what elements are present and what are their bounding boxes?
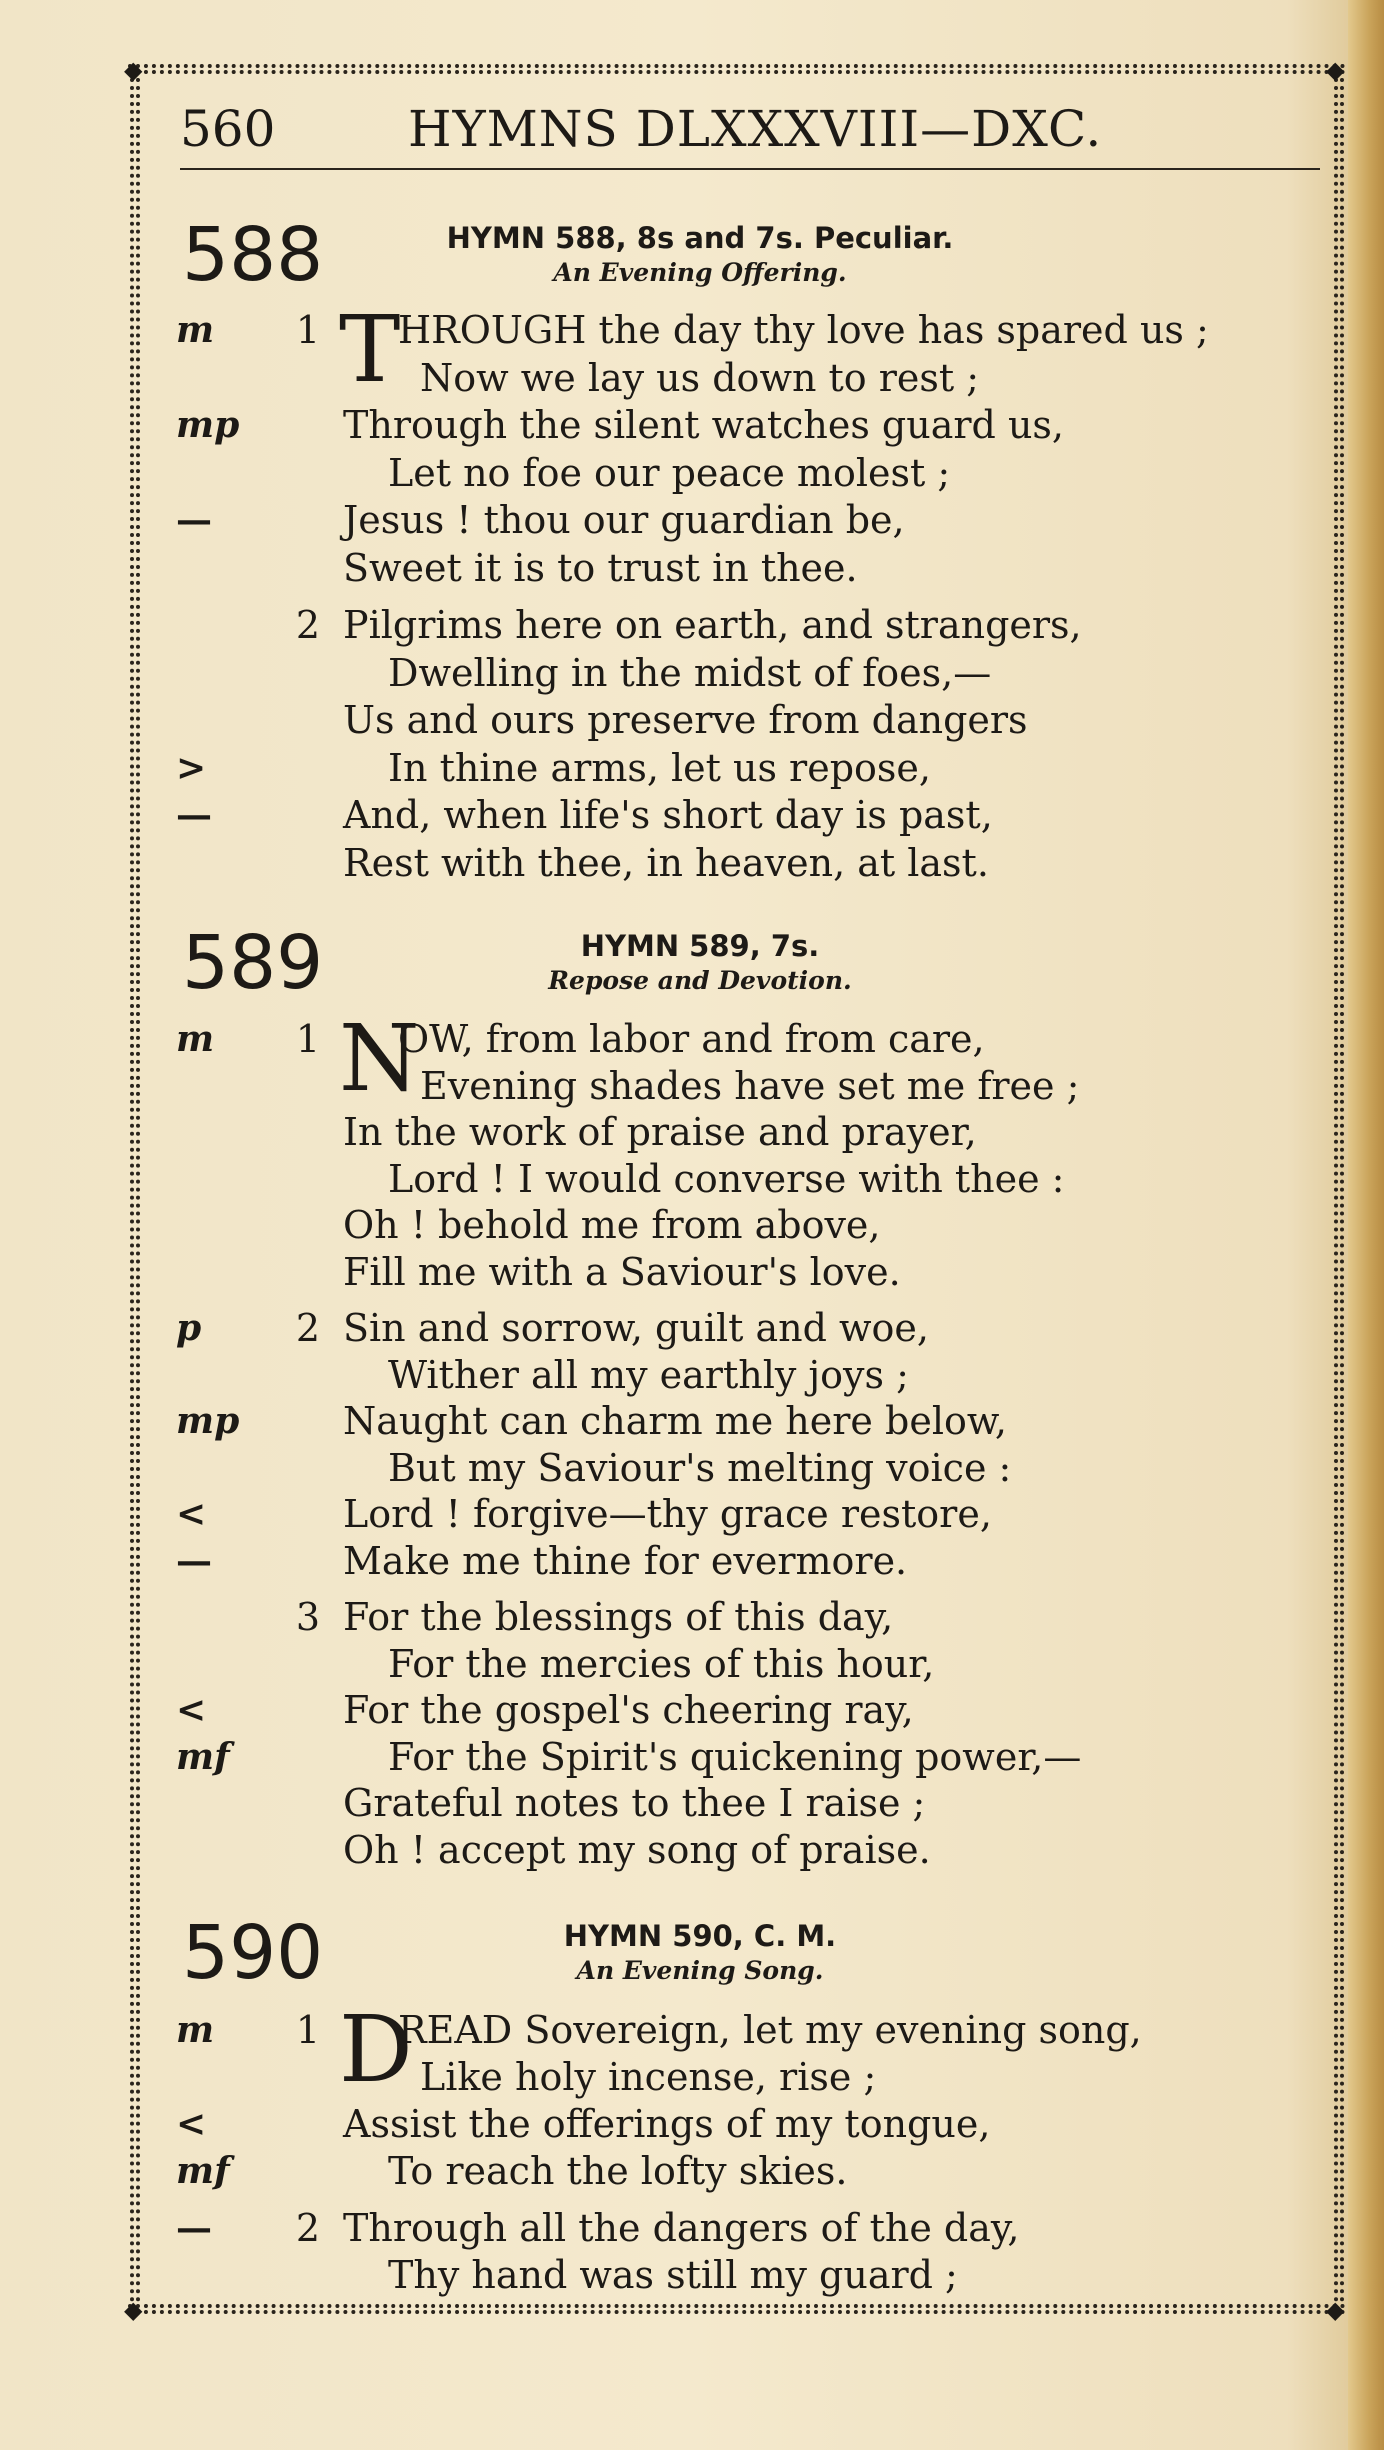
verse-text: Thy hand was still my guard ; <box>388 2253 958 2297</box>
dynamic-marking: — <box>176 2207 212 2249</box>
verse-line <box>0 2251 1384 2299</box>
hymn-title: HYMN 590, C. M. <box>563 1919 837 1953</box>
verse-text: Fill me with a Saviour's love. <box>343 1250 901 1294</box>
verse-line <box>0 1537 1384 1585</box>
verse-text: OW, from labor and from care, <box>398 1017 985 1061</box>
dynamic-marking: mp <box>176 1400 240 1442</box>
verse-line <box>0 1444 1384 1492</box>
hymn-heading <box>330 1918 1070 1988</box>
verse-text: READ Sovereign, let my evening song, <box>398 2008 1142 2052</box>
verse-line <box>0 1733 1384 1781</box>
verse-text: For the gospel's cheering ray, <box>343 1688 914 1732</box>
dynamic-marking: mf <box>176 1736 230 1778</box>
verse-line <box>0 496 1384 544</box>
verse-text: Through all the dangers of the day, <box>343 2206 1020 2250</box>
verse-line <box>0 1062 1384 1110</box>
dynamic-marking: — <box>176 499 212 541</box>
verse-text: Wither all my earthly joys ; <box>388 1353 909 1397</box>
dynamic-marking: m <box>176 2009 215 2051</box>
verse-line <box>0 1304 1384 1352</box>
verse-line <box>0 1593 1384 1641</box>
verse-line <box>0 744 1384 792</box>
verse-text: Let no foe our peace molest ; <box>388 451 951 495</box>
verse-line <box>0 2053 1384 2101</box>
verse-line <box>0 1826 1384 1874</box>
verse-line <box>0 649 1384 697</box>
verse-text: Naught can charm me here below, <box>343 1399 1007 1443</box>
verse-text: Through the silent watches guard us, <box>343 403 1064 447</box>
verse-line <box>0 1490 1384 1538</box>
hymn-title: HYMN 588, 8s and 7s. Peculiar. <box>446 221 954 255</box>
verse-text: Oh ! accept my song of praise. <box>343 1828 931 1872</box>
verse-line <box>0 1351 1384 1399</box>
verse-text: And, when life's short day is past, <box>343 793 993 837</box>
dynamic-marking: mp <box>176 404 240 446</box>
hymn-heading <box>330 928 1070 998</box>
drop-cap: T <box>339 296 401 403</box>
verse-text: Sin and sorrow, guilt and woe, <box>343 1306 929 1350</box>
verse-line <box>0 306 1384 354</box>
stanza-number: 1 <box>295 2008 320 2052</box>
stanza-number: 2 <box>295 603 320 647</box>
hymn-title: HYMN 589, 7s. <box>580 929 820 963</box>
stanza-number: 2 <box>295 1306 320 1350</box>
verse-line <box>0 1779 1384 1827</box>
verse-text: Jesus ! thou our guardian be, <box>343 498 905 542</box>
dynamic-marking: — <box>176 794 212 836</box>
verse-line <box>0 1201 1384 1249</box>
page-header <box>180 100 1320 160</box>
verse-line <box>0 1108 1384 1156</box>
verse-text: In thine arms, let us repose, <box>388 746 931 790</box>
verse-line <box>0 2100 1384 2148</box>
verse-text: Lord ! I would converse with thee : <box>388 1157 1065 1201</box>
verse-text: Lord ! forgive—thy grace restore, <box>343 1492 992 1536</box>
header-divider <box>180 168 1320 170</box>
verse-text: For the mercies of this hour, <box>388 1642 935 1686</box>
verse-line <box>0 2147 1384 2195</box>
verse-line <box>0 1155 1384 1203</box>
verse-text: Us and ours preserve from dangers <box>343 698 1028 742</box>
stanza-number: 3 <box>295 1595 320 1639</box>
hymn-number: 589 <box>182 920 324 1006</box>
drop-cap: N <box>339 1005 420 1112</box>
verse-text: Sweet it is to trust in thee. <box>343 546 858 590</box>
corner-ornament-icon: ◆ <box>1326 56 1345 84</box>
bottom-ornamental-rule <box>128 2304 1346 2314</box>
verse-text: Rest with thee, in heaven, at last. <box>343 841 989 885</box>
stanza-number: 2 <box>295 2206 320 2250</box>
top-ornamental-rule <box>128 64 1346 74</box>
verse-text: Pilgrims here on earth, and strangers, <box>343 603 1082 647</box>
verse-line <box>0 544 1384 592</box>
dynamic-marking: — <box>176 1540 212 1582</box>
verse-line <box>0 1015 1384 1063</box>
verse-line <box>0 401 1384 449</box>
verse-line <box>0 1248 1384 1296</box>
verse-line <box>0 449 1384 497</box>
dynamic-marking: m <box>176 1018 215 1060</box>
stanza-number: 1 <box>295 308 320 352</box>
hymn-heading <box>330 220 1070 290</box>
corner-ornament-icon: ◆ <box>124 56 143 84</box>
verse-line <box>0 1686 1384 1734</box>
verse-line <box>0 1640 1384 1688</box>
running-title: HYMNS DLXXXVIII—DXC. <box>408 100 1103 158</box>
drop-cap: D <box>339 1996 413 2103</box>
dynamic-marking: < <box>176 1493 207 1535</box>
verse-line <box>0 354 1384 402</box>
verse-text: HROUGH the day thy love has spared us ; <box>398 308 1209 352</box>
verse-text: Make me thine for evermore. <box>343 1539 908 1583</box>
verse-line <box>0 601 1384 649</box>
verse-text: Oh ! behold me from above, <box>343 1203 881 1247</box>
hymn-subtitle: An Evening Offering. <box>553 258 847 287</box>
corner-ornament-icon: ◆ <box>124 2296 143 2324</box>
verse-text: For the blessings of this day, <box>343 1595 894 1639</box>
dynamic-marking: mf <box>176 2150 230 2192</box>
verse-text: Like holy incense, rise ; <box>420 2055 877 2099</box>
dynamic-marking: m <box>176 309 215 351</box>
verse-text: In the work of praise and prayer, <box>343 1110 977 1154</box>
verse-text: To reach the lofty skies. <box>388 2149 848 2193</box>
corner-ornament-icon: ◆ <box>1326 2296 1345 2324</box>
verse-text: Assist the offerings of my tongue, <box>343 2102 991 2146</box>
verse-text: But my Saviour's melting voice : <box>388 1446 1012 1490</box>
dynamic-marking: < <box>176 1689 207 1731</box>
stanza-number: 1 <box>295 1017 320 1061</box>
verse-text: Grateful notes to thee I raise ; <box>343 1781 926 1825</box>
dynamic-marking: < <box>176 2103 207 2145</box>
dynamic-marking: p <box>176 1307 202 1349</box>
dynamic-marking: > <box>176 747 207 789</box>
verse-line <box>0 2006 1384 2054</box>
verse-line <box>0 839 1384 887</box>
hymn-number: 588 <box>182 212 324 298</box>
verse-text: Dwelling in the midst of foes,— <box>388 651 992 695</box>
verse-text: Now we lay us down to rest ; <box>420 356 980 400</box>
hymn-subtitle: Repose and Devotion. <box>548 966 852 995</box>
verse-text: Evening shades have set me free ; <box>420 1064 1080 1108</box>
page-number: 560 <box>180 100 276 158</box>
verse-line <box>0 696 1384 744</box>
verse-line <box>0 1397 1384 1445</box>
hymn-subtitle: An Evening Song. <box>576 1956 824 1985</box>
hymn-number: 590 <box>182 1910 324 1996</box>
verse-line <box>0 791 1384 839</box>
verse-text: For the Spirit's quickening power,— <box>388 1735 1082 1779</box>
verse-line <box>0 2204 1384 2252</box>
